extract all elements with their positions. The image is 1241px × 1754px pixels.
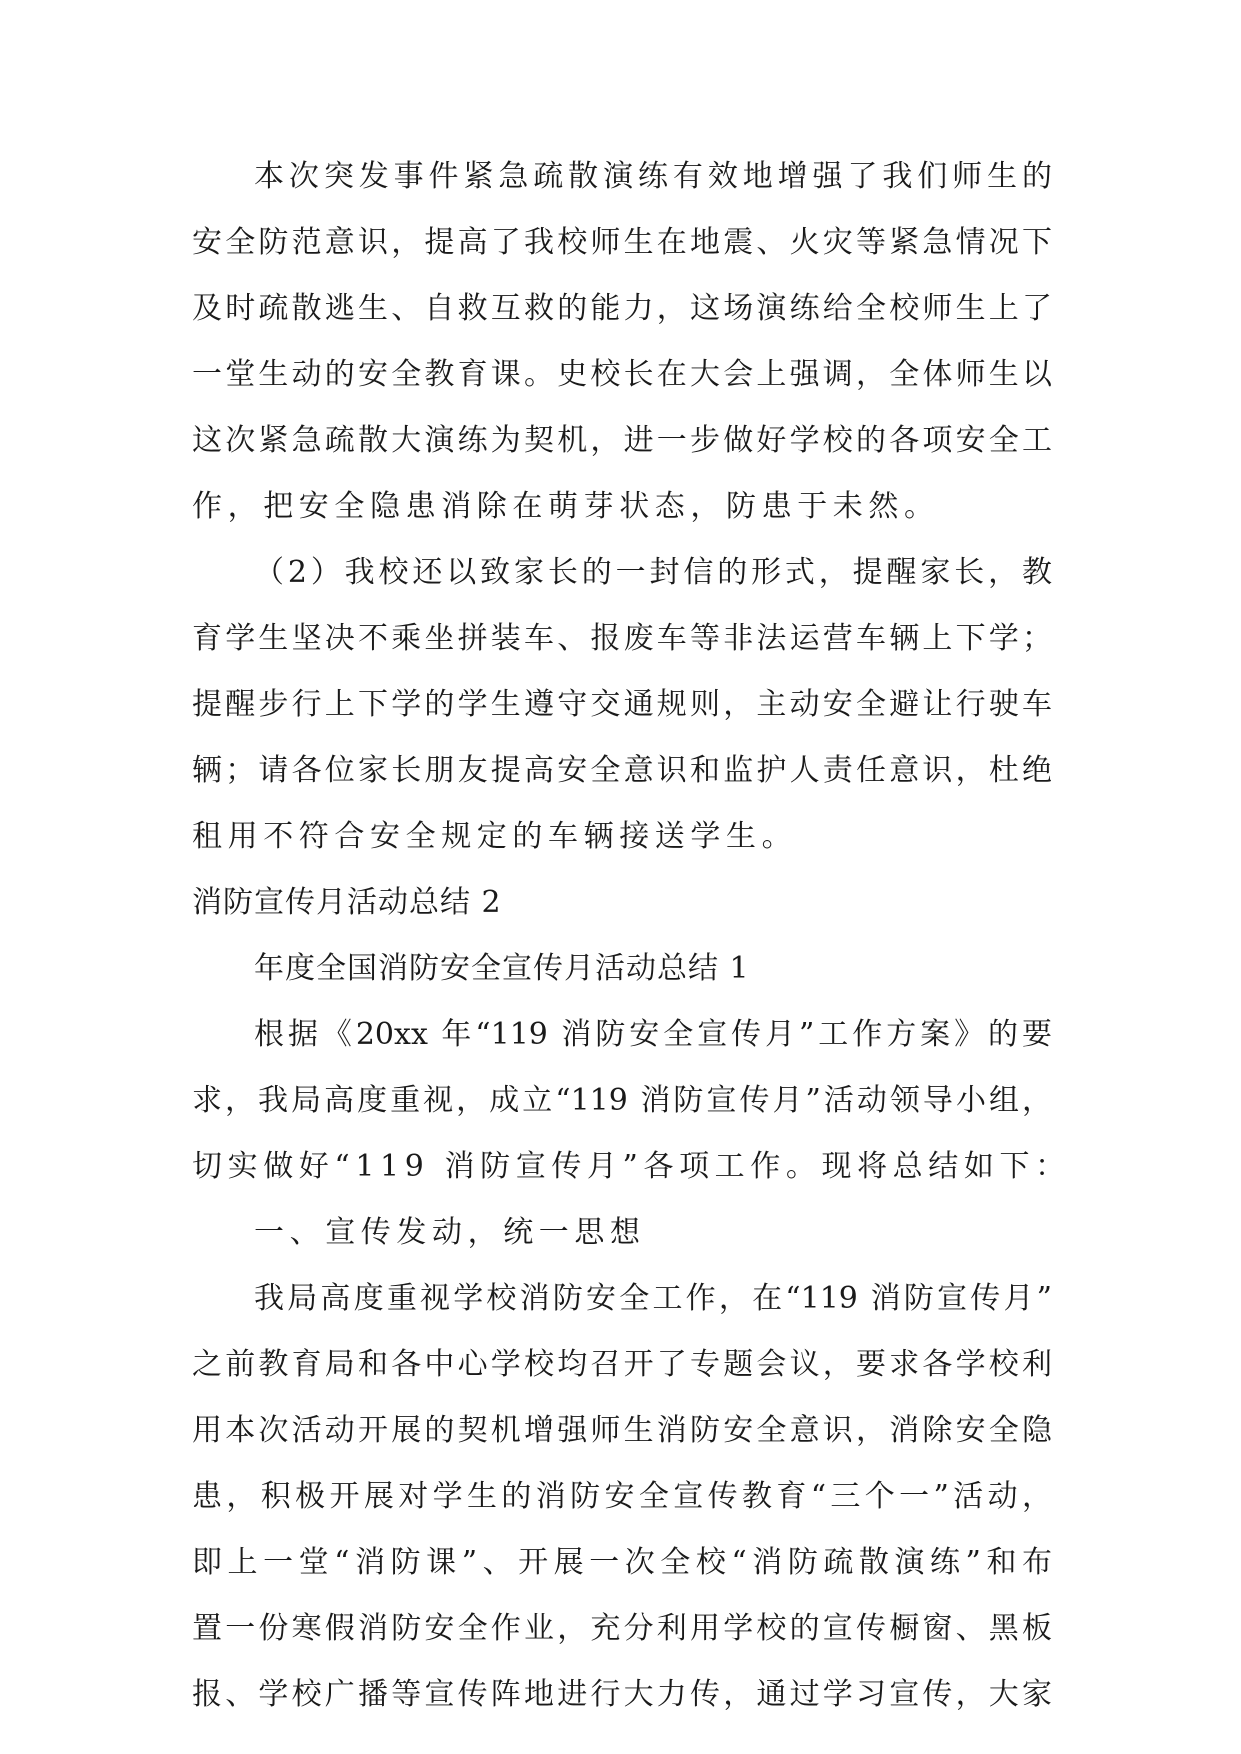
text-line: 之前教育局和各中心学校均召开了专题会议，要求各学校利 [192,1347,1052,1382]
text-line: 求，我局高度重视，成立“119 消防宣传月”活动领导小组， [192,1083,1052,1118]
text-line: 切实做好“119 消防宣传月”各项工作。现将总结如下： [192,1149,1071,1184]
section-heading: 年度全国消防安全宣传月活动总结 1 [254,951,750,986]
text-line: 育学生坚决不乘坐拼装车、报废车等非法运营车辆上下学； [192,621,1052,656]
text-line: 即上一堂“消防课”、开展一次全校“消防疏散演练”和布 [192,1545,1052,1580]
text-line: 提醒步行上下学的学生遵守交通规则，主动安全避让行驶车 [192,687,1052,722]
section-heading: 消防宣传月活动总结 2 [192,885,502,920]
text-line: 安全防范意识，提高了我校师生在地震、火灾等紧急情况下 [192,225,1052,260]
document-body [192,157,1071,1741]
text-line: 本次突发事件紧急疏散演练有效地增强了我们师生的 [254,159,1052,194]
text-line: 用本次活动开展的契机增强师生消防安全意识，消除安全隐 [192,1413,1052,1448]
text-line: 租用不符合安全规定的车辆接送学生。 [192,819,798,854]
text-line: 我局高度重视学校消防安全工作，在“119 消防宣传月” [254,1281,1052,1316]
text-line: 及时疏散逃生、自救互救的能力，这场演练给全校师生上了 [192,291,1052,326]
text-line: 一、宣传发动，统一思想 [254,1215,646,1250]
text-line: 一堂生动的安全教育课。史校长在大会上强调，全体师生以 [192,357,1052,392]
text-line: 报、学校广播等宣传阵地进行大力传，通过学习宣传，大家 [192,1677,1052,1712]
text-line: 这次紧急疏散大演练为契机，进一步做好学校的各项安全工 [192,423,1052,458]
text-line: 作，把安全隐患消除在萌芽状态，防患于未然。 [192,489,940,524]
text-line: 辆；请各位家长朋友提高安全意识和监护人责任意识，杜绝 [192,753,1052,788]
text-line: （2）我校还以致家长的一封信的形式，提醒家长，教 [254,555,1052,590]
text-line: 根据《20xx 年“119 消防安全宣传月”工作方案》的要 [254,1017,1052,1052]
text-line: 患，积极开展对学生的消防安全宣传教育“三个一”活动， [192,1479,1052,1514]
text-line: 置一份寒假消防安全作业，充分利用学校的宣传橱窗、黑板 [192,1611,1052,1646]
